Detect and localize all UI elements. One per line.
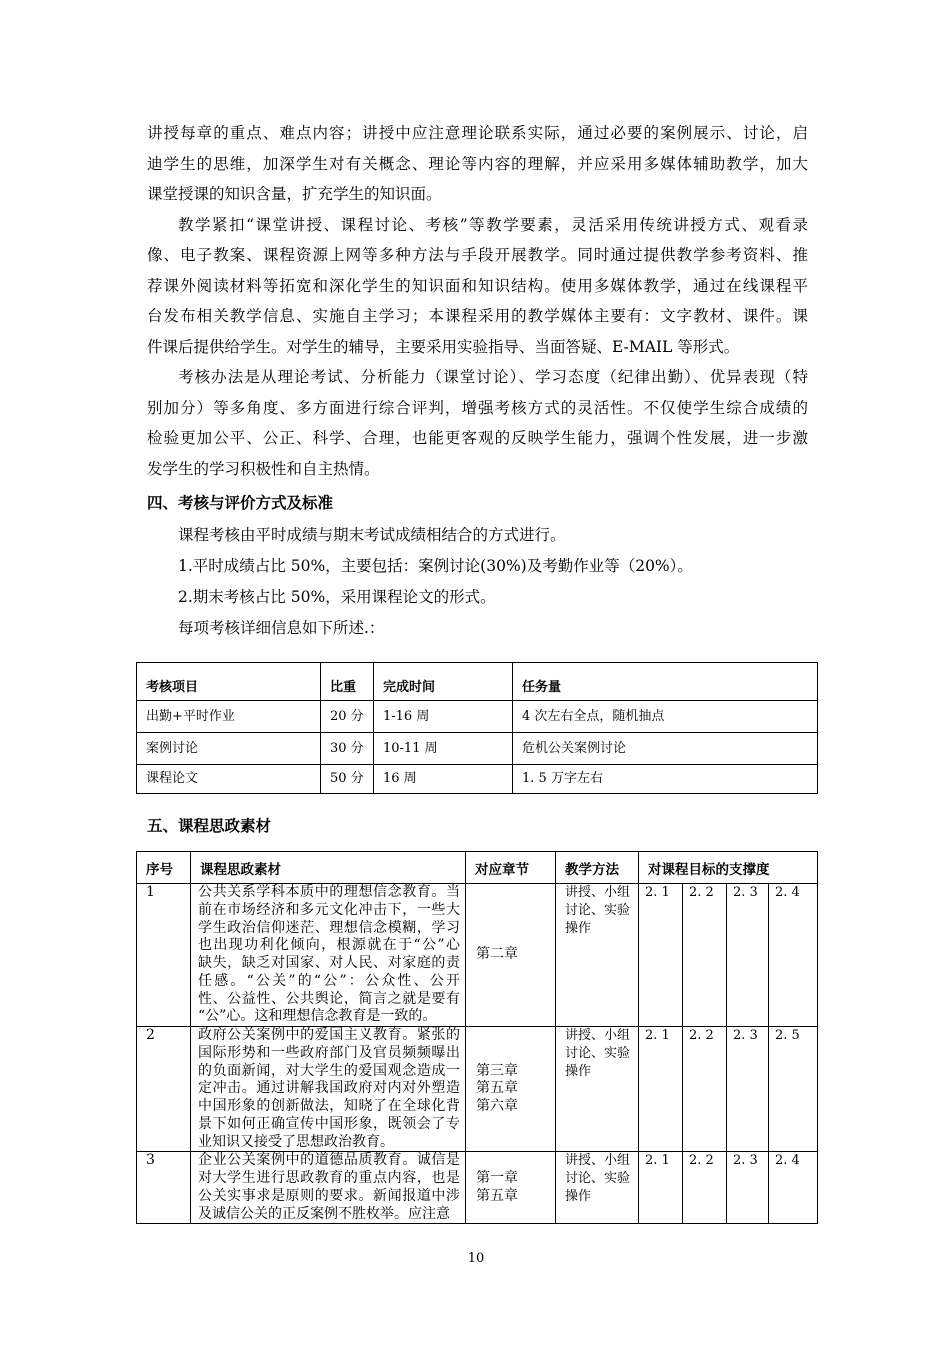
index-cell: 2 bbox=[137, 1027, 191, 1152]
table-cell: 4 次左右全点，随机抽点 bbox=[513, 701, 818, 733]
support-cell: 2. 1 bbox=[639, 884, 683, 1027]
text-line: 第五章 bbox=[476, 1187, 518, 1204]
text-line: 发学生的学习积极性和自主热情。 bbox=[147, 459, 380, 478]
table-cell: 1. 5 万字左右 bbox=[513, 765, 818, 794]
method-cell bbox=[556, 1152, 639, 1224]
text-line: 性、公益性、公共舆论，简言之就是要有 bbox=[198, 990, 460, 1007]
text-line: 迪学生的思维，加深学生对有关概念、理论等内容的理解，并应采用多媒体辅助教学，加大 bbox=[147, 154, 808, 173]
material-cell bbox=[191, 1027, 466, 1152]
chapter-cell bbox=[466, 1027, 556, 1152]
text-line: 第一章 bbox=[476, 1170, 518, 1186]
text-line: 件课后提供给学生。对学生的辅导，主要采用实验指导、当面答疑、E-MAIL 等形式。 bbox=[147, 337, 740, 356]
assessment-table bbox=[136, 662, 818, 794]
support-cell: 2. 3 bbox=[727, 884, 769, 1027]
chapter-cell bbox=[466, 1152, 556, 1224]
support-cell: 2. 2 bbox=[683, 1027, 727, 1152]
text-line: 景下如何正确宣传中国形象，既领会了专 bbox=[198, 1115, 460, 1132]
method-cell bbox=[556, 1027, 639, 1152]
support-cell: 2. 5 bbox=[769, 1027, 818, 1152]
text-line: 定冲击。通过讲解我国政府对内对外塑造 bbox=[198, 1080, 460, 1097]
table-cell: 出勤+平时作业 bbox=[137, 701, 321, 733]
text-line: 前在市场经济和多元文化冲击下，一些大 bbox=[198, 901, 460, 918]
text-line: 讲授、小组 bbox=[565, 885, 631, 900]
text-line: 别加分）等多角度、多方面进行综合评判，增强考核方式的灵活性。不仅使学生综合成绩的 bbox=[147, 398, 808, 417]
text-line: 国际形势和一些政府部门及官员频频曝出 bbox=[198, 1044, 460, 1061]
paragraph-continued bbox=[147, 118, 808, 210]
text-line: 荐课外阅读材料等拓宽和深化学生的知识面和知识结构。使用多媒体教学，通过在线课程平 bbox=[147, 276, 808, 295]
text-line: 第三章 bbox=[476, 1062, 518, 1079]
text-line: 对大学生进行思政教育的重点内容，也是 bbox=[198, 1170, 460, 1186]
text-line: 操作 bbox=[565, 1188, 592, 1204]
table-row bbox=[137, 733, 818, 765]
text-line: 第五章 bbox=[476, 1080, 518, 1097]
paragraph: 每项考核详细信息如下所述.： bbox=[178, 619, 385, 637]
text-line: 操作 bbox=[565, 1063, 592, 1079]
intro-text bbox=[147, 118, 808, 484]
text-line: 学生政治信仰迷茫、理想信念模糊，学习 bbox=[198, 919, 460, 936]
header-workload: 任务量 bbox=[513, 663, 818, 701]
support-cell: 2. 4 bbox=[769, 884, 818, 1027]
table-cell: 50 分 bbox=[321, 765, 374, 794]
text-line: 任感。“公关”的“公”：公众性、公开 bbox=[198, 972, 460, 989]
text-line: 讨论、实验 bbox=[565, 902, 631, 918]
table-cell: 课程论文 bbox=[137, 765, 321, 794]
paragraph: 1.平时成绩占比 50%，主要包括：案例讨论(30%)及考勤作业等（20%）。 bbox=[178, 557, 693, 575]
section-heading-assessment: 四、考核与评价方式及标准 bbox=[147, 493, 334, 512]
text-line: 的负面新闻，对大学生的爱国观念造成一 bbox=[198, 1062, 460, 1079]
table-cell: 20 分 bbox=[321, 701, 374, 733]
support-cell: 2. 3 bbox=[727, 1027, 769, 1152]
header-method: 教学方法 bbox=[556, 852, 639, 884]
material-cell bbox=[191, 884, 466, 1027]
text-line: 台发布相关教学信息、实施自主学习；本课程采用的教学媒体主要有：文字教材、课件。课 bbox=[147, 307, 808, 325]
table-cell: 30 分 bbox=[321, 733, 374, 765]
support-cell: 2. 4 bbox=[769, 1152, 818, 1224]
text-line: 讲授每章的重点、难点内容；讲授中应注意理论联系实际，通过必要的案例展示、讨论，启 bbox=[147, 124, 808, 142]
table-cell: 16 周 bbox=[374, 765, 513, 794]
text-line: 教学紧扣“课堂讲授、课程讨论、考核”等教学要素，灵活采用传统讲授方式、观看录 bbox=[178, 215, 808, 234]
table-row bbox=[137, 1152, 818, 1224]
table-row bbox=[137, 765, 818, 794]
table-row bbox=[137, 701, 818, 733]
text-line: 缺失，缺乏对国家、对人民、对家庭的责 bbox=[198, 955, 460, 971]
paragraph-assessment-approach bbox=[147, 362, 808, 484]
table-cell: 1-16 周 bbox=[374, 701, 513, 733]
text-line: 政府公关案例中的爱国主义教育。紧张的 bbox=[198, 1027, 460, 1043]
support-cell: 2. 2 bbox=[683, 1152, 727, 1224]
chapter-cell bbox=[466, 884, 556, 1027]
text-line: 讨论、实验 bbox=[565, 1171, 631, 1186]
text-line: 也出现功利化倾向，根源就在于“公”心 bbox=[198, 937, 460, 954]
text-line: 像、电子教案、课程资源上网等多种方法与手段开展教学。同时通过提供教学参考资料、推 bbox=[147, 246, 808, 264]
header-deadline: 完成时间 bbox=[374, 663, 513, 701]
text-line: 公共关系学科本质中的理想信念教育。当 bbox=[198, 884, 460, 900]
text-line: 课堂授课的知识含量，扩充学生的知识面。 bbox=[147, 185, 442, 203]
text-line: 考核办法是从理论考试、分析能力（课堂讨论）、学习态度（纪律出勤）、优异表现（特 bbox=[178, 368, 808, 386]
material-cell bbox=[191, 1152, 466, 1224]
method-cell bbox=[556, 884, 639, 1027]
header-chapter: 对应章节 bbox=[466, 852, 556, 884]
section-assessment-body bbox=[147, 520, 808, 644]
text-line: 讨论、实验 bbox=[565, 1045, 631, 1061]
text-line: 讲授、小组 bbox=[565, 1028, 631, 1043]
table-row bbox=[137, 884, 818, 1027]
text-line: 公关实事求是原则的要求。新闻报道中涉 bbox=[198, 1187, 460, 1204]
paragraph: 2.期末考核占比 50%，采用课程论文的形式。 bbox=[178, 588, 496, 606]
header-weight: 比重 bbox=[321, 663, 374, 701]
table-row bbox=[137, 1027, 818, 1152]
paragraph-teaching-methods bbox=[147, 210, 808, 363]
support-cell: 2. 1 bbox=[639, 1152, 683, 1224]
support-cell: 2. 3 bbox=[727, 1152, 769, 1224]
header-index: 序号 bbox=[137, 852, 191, 884]
text-line: “公”心。这和理想信念教育是一致的。 bbox=[198, 1008, 437, 1025]
table-cell: 10-11 周 bbox=[374, 733, 513, 765]
text-line: 业知识又接受了思想政治教育。 bbox=[198, 1133, 394, 1150]
index-cell: 3 bbox=[137, 1152, 191, 1224]
text-line: 检验更加公平、公正、科学、合理，也能更客观的反映学生能力，强调个性发展，进一步激 bbox=[147, 429, 808, 447]
table-header-row bbox=[137, 663, 818, 701]
section-heading-ideology: 五、课程思政素材 bbox=[147, 816, 272, 835]
header-material: 课程思政素材 bbox=[191, 852, 466, 884]
table-cell: 危机公关案例讨论 bbox=[513, 733, 818, 765]
text-line: 第二章 bbox=[476, 946, 518, 963]
ideology-material-table bbox=[136, 851, 818, 1224]
paragraph: 课程考核由平时成绩与期末考试成绩相结合的方式进行。 bbox=[178, 526, 566, 544]
text-line: 第六章 bbox=[476, 1098, 518, 1114]
support-cell: 2. 2 bbox=[683, 884, 727, 1027]
support-cell: 2. 1 bbox=[639, 1027, 683, 1152]
index-cell: 1 bbox=[137, 884, 191, 1027]
header-item: 考核项目 bbox=[137, 663, 321, 701]
text-line: 中国形象的创新做法，知晓了在全球化背 bbox=[198, 1098, 460, 1114]
text-line: 操作 bbox=[565, 920, 592, 936]
table-cell: 案例讨论 bbox=[137, 733, 321, 765]
page-number: 10 bbox=[467, 1251, 485, 1266]
text-line: 企业公关案例中的道德品质教育。诚信是 bbox=[198, 1152, 460, 1169]
text-line: 讲授、小组 bbox=[565, 1153, 631, 1169]
header-support: 对课程目标的支撑度 bbox=[639, 852, 818, 884]
text-line: 及诚信公关的正反案例不胜枚举。应注意 bbox=[198, 1205, 450, 1222]
table-header-row bbox=[137, 852, 818, 884]
